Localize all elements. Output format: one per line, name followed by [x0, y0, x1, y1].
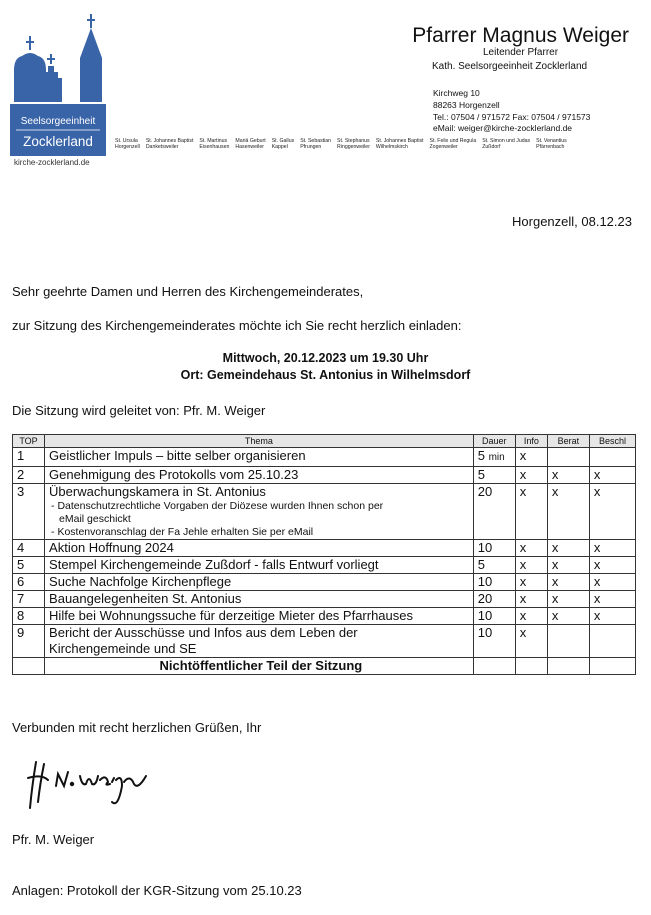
row-info: x	[515, 540, 547, 557]
parish-name: St. Ursula	[115, 138, 138, 144]
parish-place: Pfärrenbach	[536, 144, 565, 150]
parish-name: St. Stephanus	[337, 138, 370, 144]
topic-main-cont: Kirchengemeinde und SE	[49, 641, 197, 656]
row-topic: Geistlicher Impuls – bitte selber organisieren	[45, 448, 474, 467]
parish-place: Eisenhausen	[199, 144, 230, 150]
row-info: x	[515, 591, 547, 608]
header-advice: Berat	[547, 435, 589, 448]
agenda-header-row	[13, 435, 636, 448]
parish-item	[536, 138, 567, 150]
row-decision	[589, 658, 635, 675]
row-info: x	[515, 467, 547, 484]
parish-name: St. Gallus	[271, 138, 295, 144]
row-advice: x	[547, 467, 589, 484]
row-info	[515, 658, 547, 675]
topic-main: Überwachungskamera in St. Antonius	[49, 484, 266, 499]
row-top: 1	[13, 448, 45, 467]
parish-item	[337, 138, 370, 150]
parish-item	[272, 138, 295, 150]
topic-subpoint: - Kostenvoranschlag der Fa Jehle erhalten Sie per eMail	[51, 526, 314, 538]
row-top: 8	[13, 608, 45, 625]
parish-name: St. Martinus	[199, 138, 228, 144]
row-decision: x	[589, 540, 635, 557]
closing-text: Verbunden mit recht herzlichen Grüßen, Ihr	[12, 720, 262, 735]
meeting-details	[0, 350, 651, 384]
row-top: 4	[13, 540, 45, 557]
row-duration: 10	[473, 540, 515, 557]
row-topic: Genehmigung des Protokolls vom 25.10.23	[45, 467, 474, 484]
letter-date: Horgenzell, 08.12.23	[512, 214, 632, 229]
row-duration: 20	[473, 484, 515, 540]
row-decision: x	[589, 591, 635, 608]
table-row	[13, 467, 636, 484]
parish-name: St. Venantius	[536, 138, 567, 144]
row-info: x	[515, 448, 547, 467]
table-row	[13, 574, 636, 591]
row-top	[13, 658, 45, 675]
sender-unit: Kath. Seelsorgeeinheit Zocklerland	[432, 61, 588, 72]
logo-line1: Seelsorgeeinheit	[20, 116, 96, 127]
row-advice: x	[547, 484, 589, 540]
topic-subpoint: - Datenschutzrechtliche Vorgaben der Diözese wurden Ihnen schon per	[51, 500, 384, 512]
parish-item	[115, 138, 140, 150]
parish-name: Mariä Geburt	[235, 138, 266, 144]
church-towers-icon	[14, 14, 102, 102]
row-decision: x	[589, 467, 635, 484]
row-advice: x	[547, 540, 589, 557]
duration-value: 5	[477, 448, 485, 463]
parish-item	[235, 138, 265, 150]
table-row	[13, 625, 636, 658]
parish-place: Pfrungen	[300, 144, 322, 150]
row-top: 9	[13, 625, 45, 658]
row-decision: x	[589, 484, 635, 540]
row-advice: x	[547, 574, 589, 591]
table-row	[13, 608, 636, 625]
parish-name: St. Johannes Baptist	[375, 138, 424, 144]
sender-city: 88263 Horgenzell	[433, 100, 500, 110]
row-top: 3	[13, 484, 45, 540]
duration-unit: min	[488, 452, 505, 463]
sender-role: Leitender Pfarrer	[483, 47, 559, 58]
invitation-text: zur Sitzung des Kirchengemeinderates möchte ich Sie recht herzlich einladen:	[12, 318, 462, 333]
parish-name: St. Sebastian	[300, 138, 332, 144]
parish-item	[300, 138, 331, 150]
logo-line2: Zocklerland	[23, 134, 93, 149]
sender-phone: Tel.: 07504 / 971572 Fax: 07504 / 971573	[433, 112, 591, 122]
row-duration: 10	[473, 608, 515, 625]
meeting-when: Mittwoch, 20.12.2023 um 19.30 Uhr	[222, 351, 429, 365]
meeting-where: Ort: Gemeindehaus St. Antonius in Wilhelmsdorf	[180, 368, 471, 382]
row-decision	[589, 448, 635, 467]
row-top: 6	[13, 574, 45, 591]
meeting-chair: Die Sitzung wird geleitet von: Pfr. M. Weiger	[12, 403, 266, 418]
row-duration	[473, 658, 515, 675]
row-advice	[547, 658, 589, 675]
header-info: Info	[515, 435, 547, 448]
row-duration: 5	[473, 467, 515, 484]
row-top: 7	[13, 591, 45, 608]
attachments-line: Anlagen: Protokoll der KGR-Sitzung vom 25.10.23	[12, 883, 302, 898]
parish-item	[482, 138, 530, 150]
parish-item	[199, 138, 229, 150]
row-info: x	[515, 557, 547, 574]
parish-item	[430, 138, 477, 150]
logo-url: kirche-zocklerland.de	[14, 158, 90, 167]
private-section-label: Nichtöffentlicher Teil der Sitzung	[45, 658, 474, 675]
row-topic	[45, 625, 474, 658]
parish-item	[376, 138, 424, 150]
row-duration: 5	[473, 557, 515, 574]
table-row	[13, 448, 636, 467]
signer-name: Pfr. M. Weiger	[12, 832, 95, 847]
table-row	[13, 540, 636, 557]
parish-place: Ringgenweiler	[337, 144, 370, 150]
table-row-private	[13, 658, 636, 675]
row-duration: 20	[473, 591, 515, 608]
sender-email: eMail: weiger@kirche-zocklerland.de	[433, 123, 573, 133]
row-info: x	[515, 608, 547, 625]
parish-place: Kappel	[271, 144, 288, 150]
topic-main: Bericht der Ausschüsse und Infos aus dem Leben der	[49, 625, 358, 640]
salutation: Sehr geehrte Damen und Herren des Kirchengemeinderates,	[12, 284, 364, 299]
parish-place: Zußdorf	[482, 144, 501, 150]
parish-name: St. Felix und Regula	[429, 138, 477, 144]
parish-place: Wilhelmskirch	[375, 144, 408, 150]
row-info: x	[515, 625, 547, 658]
row-top: 2	[13, 467, 45, 484]
sender-name: Pfarrer Magnus Weiger	[412, 24, 629, 47]
row-decision: x	[589, 557, 635, 574]
agenda-table	[12, 434, 636, 675]
topic-subpoint-cont: eMail geschickt	[59, 513, 131, 525]
parish-place: Danketsweiler	[145, 144, 179, 150]
parish-place: Zogenweiler	[429, 144, 458, 150]
row-decision	[589, 625, 635, 658]
row-duration: 10	[473, 574, 515, 591]
row-topic: Bauangelegenheiten St. Antonius	[45, 591, 474, 608]
row-top: 5	[13, 557, 45, 574]
row-advice: x	[547, 591, 589, 608]
parish-logo	[10, 12, 106, 158]
row-decision: x	[589, 574, 635, 591]
parish-place: Hasenweiler	[235, 144, 264, 150]
signature-icon	[26, 756, 156, 816]
row-advice: x	[547, 557, 589, 574]
table-row	[13, 557, 636, 574]
parish-name: St. Simon und Judas	[482, 138, 531, 144]
header-decision: Beschl	[589, 435, 635, 448]
row-duration	[473, 448, 515, 467]
parish-place: Horgenzell	[115, 144, 140, 150]
table-row	[13, 484, 636, 540]
header-duration: Dauer	[473, 435, 515, 448]
sender-street: Kirchweg 10	[433, 88, 480, 98]
row-info: x	[515, 484, 547, 540]
row-info: x	[515, 574, 547, 591]
row-decision: x	[589, 608, 635, 625]
row-advice: x	[547, 608, 589, 625]
parish-name: St. Johannes Baptist	[145, 138, 194, 144]
row-advice	[547, 625, 589, 658]
header-topic: Thema	[45, 435, 474, 448]
row-topic	[45, 484, 474, 540]
row-topic: Suche Nachfolge Kirchenpflege	[45, 574, 474, 591]
parish-list	[115, 138, 573, 150]
header-top: TOP	[13, 435, 45, 448]
table-row	[13, 591, 636, 608]
row-advice	[547, 448, 589, 467]
row-topic: Stempel Kirchengemeinde Zußdorf - falls Entwurf vorliegt	[45, 557, 474, 574]
row-duration: 10	[473, 625, 515, 658]
parish-item	[146, 138, 194, 150]
row-topic: Hilfe bei Wohnungssuche für derzeitige Mieter des Pfarrhauses	[45, 608, 474, 625]
row-topic: Aktion Hoffnung 2024	[45, 540, 474, 557]
